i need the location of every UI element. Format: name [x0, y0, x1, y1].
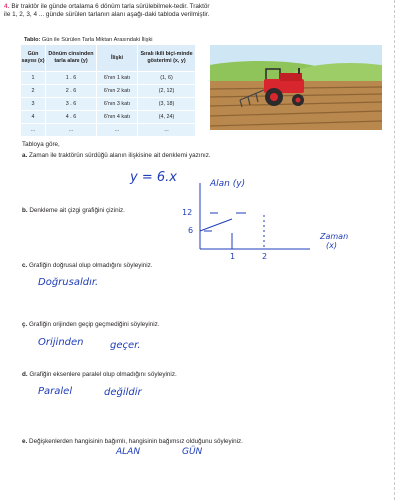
table-row [21, 72, 196, 85]
col-header-relation: İlişki [97, 45, 138, 72]
table-cell: 4 . 6 [46, 111, 97, 124]
question-c [22, 262, 153, 270]
question-letter: d. [22, 371, 28, 378]
table-caption-text: Gün ile Sürülen Tarla Miktarı Arasındaki İlişki [40, 37, 153, 43]
question-a [22, 152, 211, 160]
table-row [21, 124, 196, 137]
question-d [22, 371, 177, 379]
answer-c: Doğrusaldır. [38, 277, 99, 288]
answer-cc-2: geçer. [110, 340, 141, 351]
answer-graph [160, 175, 360, 265]
table-cell: 4 [21, 111, 46, 124]
question-letter: ç. [22, 321, 28, 328]
graph-x-label: Zaman [320, 232, 349, 241]
table-cell: (3, 18) [138, 98, 196, 111]
question-text: Değişkenlerden hangisinin bağımlı, hangisinin bağımsız olduğunu söyleyiniz. [27, 438, 243, 445]
table-cell: 2 . 6 [46, 85, 97, 98]
table-row [21, 111, 196, 124]
question-e [22, 438, 243, 446]
question-cc [22, 321, 160, 329]
table-cell: 6'nın 3 katı [97, 98, 138, 111]
graph-line [200, 219, 232, 231]
problem-statement [4, 3, 216, 20]
graph-y-tick: 12 [182, 208, 193, 217]
question-b [22, 207, 125, 215]
page-margin-line [394, 0, 396, 500]
question-text: Grafiğin doğrusal olup olmadığını söyleyiniz. [27, 262, 153, 269]
col-header-ordered-pair: Sıralı ikili biçi-minde gösterimi (x, y) [138, 45, 196, 72]
question-letter: c. [22, 262, 28, 269]
table-cell: ... [138, 124, 196, 137]
graph-x-label: (x) [326, 241, 337, 250]
problem-text: Bir traktör ile günde ortalama 6 dönüm tarla sürülebilmek-tedir. Traktör ile 1, 2, 3, 4 ... günde sürülen tarlanın alanı aşağı-daki tabloda verilmiştir. [4, 3, 210, 19]
table-cell: ... [46, 124, 97, 137]
graph-x-tick: 1 [230, 252, 236, 261]
answer-d-2: değildir [104, 387, 142, 398]
table-cell: (1, 6) [138, 72, 196, 85]
question-text: Grafiğin eksenlere paralel olup olmadığını söyleyiniz. [27, 371, 177, 378]
intro-text: Tabloya göre, [22, 141, 60, 148]
answer-a: y = 6.x [130, 170, 177, 185]
problem-number: 4. [4, 3, 10, 10]
table-cell: ... [21, 124, 46, 137]
question-letter: b. [22, 207, 28, 214]
table-cell: (4, 24) [138, 111, 196, 124]
col-header-day: Gün sayısı (x) [21, 45, 46, 72]
table-row [21, 98, 196, 111]
table-cell: 3 [21, 98, 46, 111]
question-letter: e. [22, 438, 28, 445]
table-cell: 6'nın 2 katı [97, 85, 138, 98]
table-row [21, 85, 196, 98]
answer-cc-1: Orijinden [38, 337, 84, 348]
graph-y-tick: 6 [188, 226, 194, 235]
table-cell: 6'nın 1 katı [97, 72, 138, 85]
table-caption [24, 37, 153, 43]
graph-y-label: Alan (y) [210, 179, 246, 189]
table-cell: 1 . 6 [46, 72, 97, 85]
question-text: Zaman ile traktörün sürdüğü alanın ilişkisine ait denklemi yazınız. [27, 152, 211, 159]
table-cell: 6'nın 4 katı [97, 111, 138, 124]
question-text: Denkleme ait çizgi grafiğini çiziniz. [27, 207, 125, 214]
answer-e-1: ALAN [116, 447, 141, 457]
table-cell: (2, 12) [138, 85, 196, 98]
table-cell: 3 . 6 [46, 98, 97, 111]
tractor-field-illustration [210, 45, 382, 130]
table-cell: 1 [21, 72, 46, 85]
table-cell: ... [97, 124, 138, 137]
data-table [20, 44, 196, 137]
question-text: Grafiğin orijinden geçip geçmediğini söyleyiniz. [27, 321, 160, 328]
table-cell: 2 [21, 85, 46, 98]
answer-d-1: Paralel [38, 386, 73, 397]
table-header-row [21, 45, 196, 72]
graph-x-tick: 2 [262, 252, 268, 261]
col-header-area: Dönüm cinsinden tarla alanı (y) [46, 45, 97, 72]
answer-e-2: GÜN [182, 447, 203, 457]
question-letter: a. [22, 152, 28, 159]
table-caption-label: Tablo: [24, 37, 41, 43]
